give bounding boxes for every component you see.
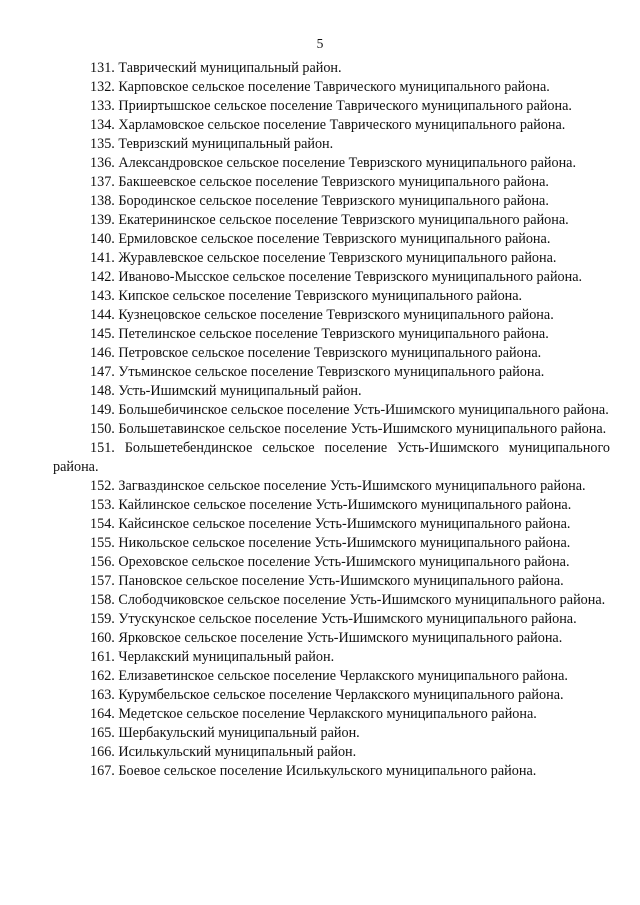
page-number: 5 [316, 36, 324, 51]
list-item: 135. Тевризский муниципальный район. [90, 136, 334, 152]
list-item: 149. Большебичинское сельское поселение Усть-Ишимского муниципального района. [90, 402, 609, 418]
list-item: 145. Петелинское сельское поселение Тевризского муниципального района. [90, 326, 549, 342]
list-item: 162. Елизаветинское сельское поселение Черлакского муниципального района. [90, 668, 568, 684]
list-item: 156. Ореховское сельское поселение Усть-Ишимского муниципального района. [90, 554, 570, 570]
list-item: 155. Никольское сельское поселение Усть-Ишимского муниципального района. [90, 535, 571, 551]
list-item: 143. Кипское сельское поселение Тевризского муниципального района. [90, 288, 523, 304]
list-item: 138. Бородинское сельское поселение Тевризского муниципального района. [90, 193, 549, 209]
list-item: 140. Ермиловское сельское поселение Тевризского муниципального района. [90, 231, 551, 247]
list-item: 154. Кайсинское сельское поселение Усть-Ишимского муниципального района. [90, 516, 571, 532]
list-item: 134. Харламовское сельское поселение Таврического муниципального района. [90, 117, 566, 133]
list-item: 159. Утускунское сельское поселение Усть-Ишимского муниципального района. [90, 611, 577, 627]
list-item: 133. Прииртышское сельское поселение Таврического муниципального района. [90, 98, 572, 114]
list-item: 141. Журавлевское сельское поселение Тевризского муниципального района. [90, 250, 557, 266]
list-item: 139. Екатерининское сельское поселение Тевризского муниципального района. [90, 212, 569, 228]
list-item: 167. Боевое сельское поселение Исилькульского муниципального района. [90, 763, 537, 779]
list-item: 148. Усть-Ишимский муниципальный район. [90, 383, 362, 399]
list-item: 163. Курумбельское сельское поселение Черлакского муниципального района. [90, 687, 564, 703]
list-item: 158. Слободчиковское сельское поселение Усть-Ишимского муниципального района. [90, 592, 606, 608]
numbered-list [53, 59, 610, 781]
list-item: 136. Александровское сельское поселение Тевризского муниципального района. [90, 155, 577, 171]
list-item: 147. Утьминское сельское поселение Тевризского муниципального района. [90, 364, 545, 380]
list-item: 161. Черлакский муниципальный район. [90, 649, 335, 665]
list-item: 146. Петровское сельское поселение Тевризского муниципального района. [90, 345, 542, 361]
list-item: 157. Пановское сельское поселение Усть-Ишимского муниципального района. [90, 573, 564, 589]
list-item: 164. Медетское сельское поселение Черлакского муниципального района. [90, 706, 537, 722]
list-item: 152. Загваздинское сельское поселение Усть-Ишимского муниципального района. [90, 478, 586, 494]
list-item: 132. Карповское сельское поселение Таврического муниципального района. [90, 79, 550, 95]
list-item: 160. Ярковское сельское поселение Усть-Ишимского муниципального района. [90, 630, 563, 646]
list-item: 144. Кузнецовское сельское поселение Тевризского муниципального района. [90, 307, 554, 323]
list-item: 131. Таврический муниципальный район. [90, 60, 342, 76]
list-item: 137. Бакшеевское сельское поселение Тевризского муниципального района. [90, 174, 549, 190]
list-item: 165. Шербакульский муниципальный район. [90, 725, 360, 741]
list-item: 151. Большетебендинское сельское поселение Усть-Ишимского муниципального района. [53, 440, 610, 475]
list-item: 142. Иваново-Мысское сельское поселение Тевризского муниципального района. [90, 269, 583, 285]
list-item: 166. Исилькульский муниципальный район. [90, 744, 357, 760]
list-item: 150. Большетавинское сельское поселение Усть-Ишимского муниципального района. [90, 421, 607, 437]
list-item: 153. Кайлинское сельское поселение Усть-Ишимского муниципального района. [90, 497, 572, 513]
